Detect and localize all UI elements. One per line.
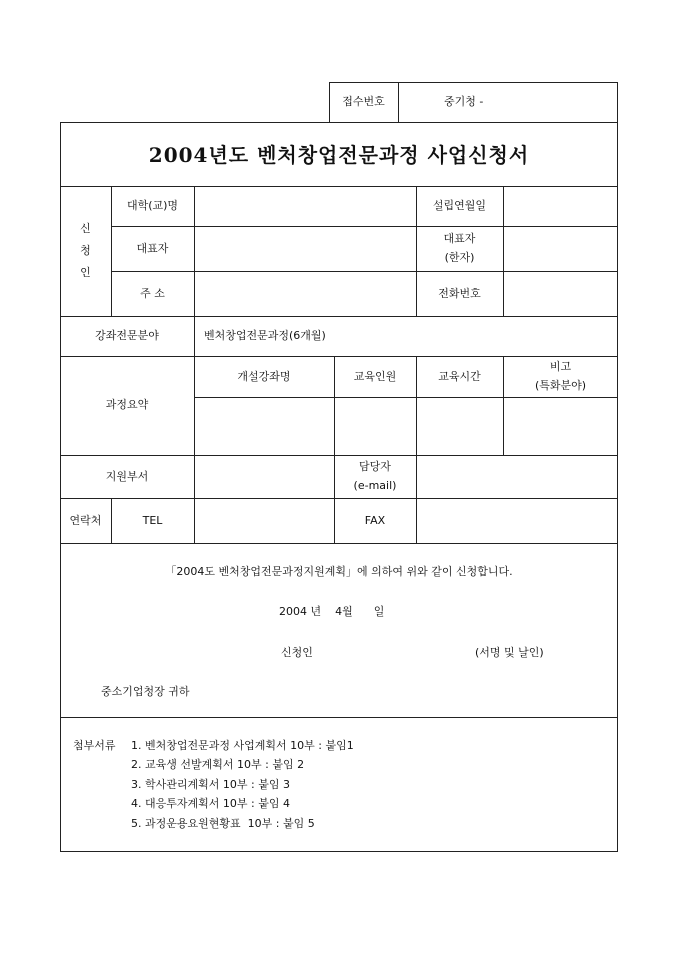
fax-field[interactable] [417, 499, 617, 542]
course-summary-label: 과정요약 [105, 398, 149, 411]
phone-label: 전화번호 [438, 287, 481, 300]
address-field[interactable] [195, 272, 415, 315]
declaration-date: 2004 년 4월 일 [279, 605, 385, 618]
headcount-header: 교육인원 [353, 370, 397, 383]
tel-label: TEL [142, 514, 163, 527]
remarks-header-2: (특화분야) [534, 379, 587, 392]
sign-seal-label: (서명 및 날인) [475, 646, 544, 659]
contact-label: 연락처 [69, 514, 102, 527]
remarks-header-1: 비고 [549, 360, 572, 373]
support-dept-label: 지원부서 [105, 470, 149, 483]
hours-field[interactable] [417, 398, 502, 454]
founded-label: 설립연월일 [432, 199, 487, 212]
applicant-section-label-2: 청 [80, 244, 91, 257]
addressee: 중소기업청장 귀하 [101, 685, 190, 698]
university-field[interactable] [195, 187, 415, 225]
form-title: 2004년도 벤처창업전문과정 사업신청서 [148, 143, 530, 167]
attachment-item-5: 5. 과정운용요원현황표 10부 : 붙임 5 [131, 817, 315, 830]
field-label: 강좌전문분야 [95, 329, 159, 342]
tel-field[interactable] [195, 499, 333, 542]
attachment-item-3: 3. 학사관리계획서 10부 : 붙임 3 [131, 778, 290, 791]
hours-header: 교육시간 [438, 370, 481, 383]
headcount-field[interactable] [335, 398, 415, 454]
declaration-statement: 「2004도 벤처창업전문과정지원계획」에 의하여 위와 같이 신청합니다. [165, 565, 513, 578]
attachment-item-1: 1. 벤처창업전문과정 사업계획서 10부 : 붙임1 [131, 739, 354, 752]
attachment-item-2: 2. 교육생 선발계획서 10부 : 붙임 2 [131, 758, 305, 771]
representative-field[interactable] [195, 227, 415, 270]
phone-field[interactable] [504, 272, 617, 315]
receipt-label: 접수번호 [342, 95, 385, 108]
representative-hanja-label-1: 대표자 [443, 232, 476, 245]
course-name-header: 개설강좌명 [237, 370, 291, 383]
manager-email-field[interactable] [417, 456, 617, 497]
attachments-label: 첨부서류 [73, 739, 116, 752]
manager-label-2: (e-mail) [353, 479, 397, 492]
representative-label: 대표자 [136, 242, 169, 255]
applicant-section-label-3: 인 [80, 266, 91, 279]
university-label: 대학(교)명 [126, 199, 179, 212]
applicant-sign-label: 신청인 [281, 646, 313, 659]
field-value[interactable]: 벤처창업전문과정(6개월) [204, 329, 326, 342]
remarks-field[interactable] [504, 398, 617, 454]
applicant-section-label-1: 신 [80, 222, 91, 235]
representative-hanja-label-2: (한자) [444, 251, 475, 264]
course-name-field[interactable] [195, 398, 333, 454]
address-label: 주 소 [140, 287, 165, 300]
fax-label: FAX [364, 514, 386, 527]
manager-label-1: 담당자 [359, 460, 391, 473]
founded-field[interactable] [504, 187, 617, 225]
support-dept-field[interactable] [195, 456, 333, 497]
attachment-item-4: 4. 대응투자계획서 10부 : 붙임 4 [131, 797, 290, 810]
representative-hanja-field[interactable] [504, 227, 617, 270]
receipt-number-field[interactable]: 중기청 - [444, 95, 484, 108]
